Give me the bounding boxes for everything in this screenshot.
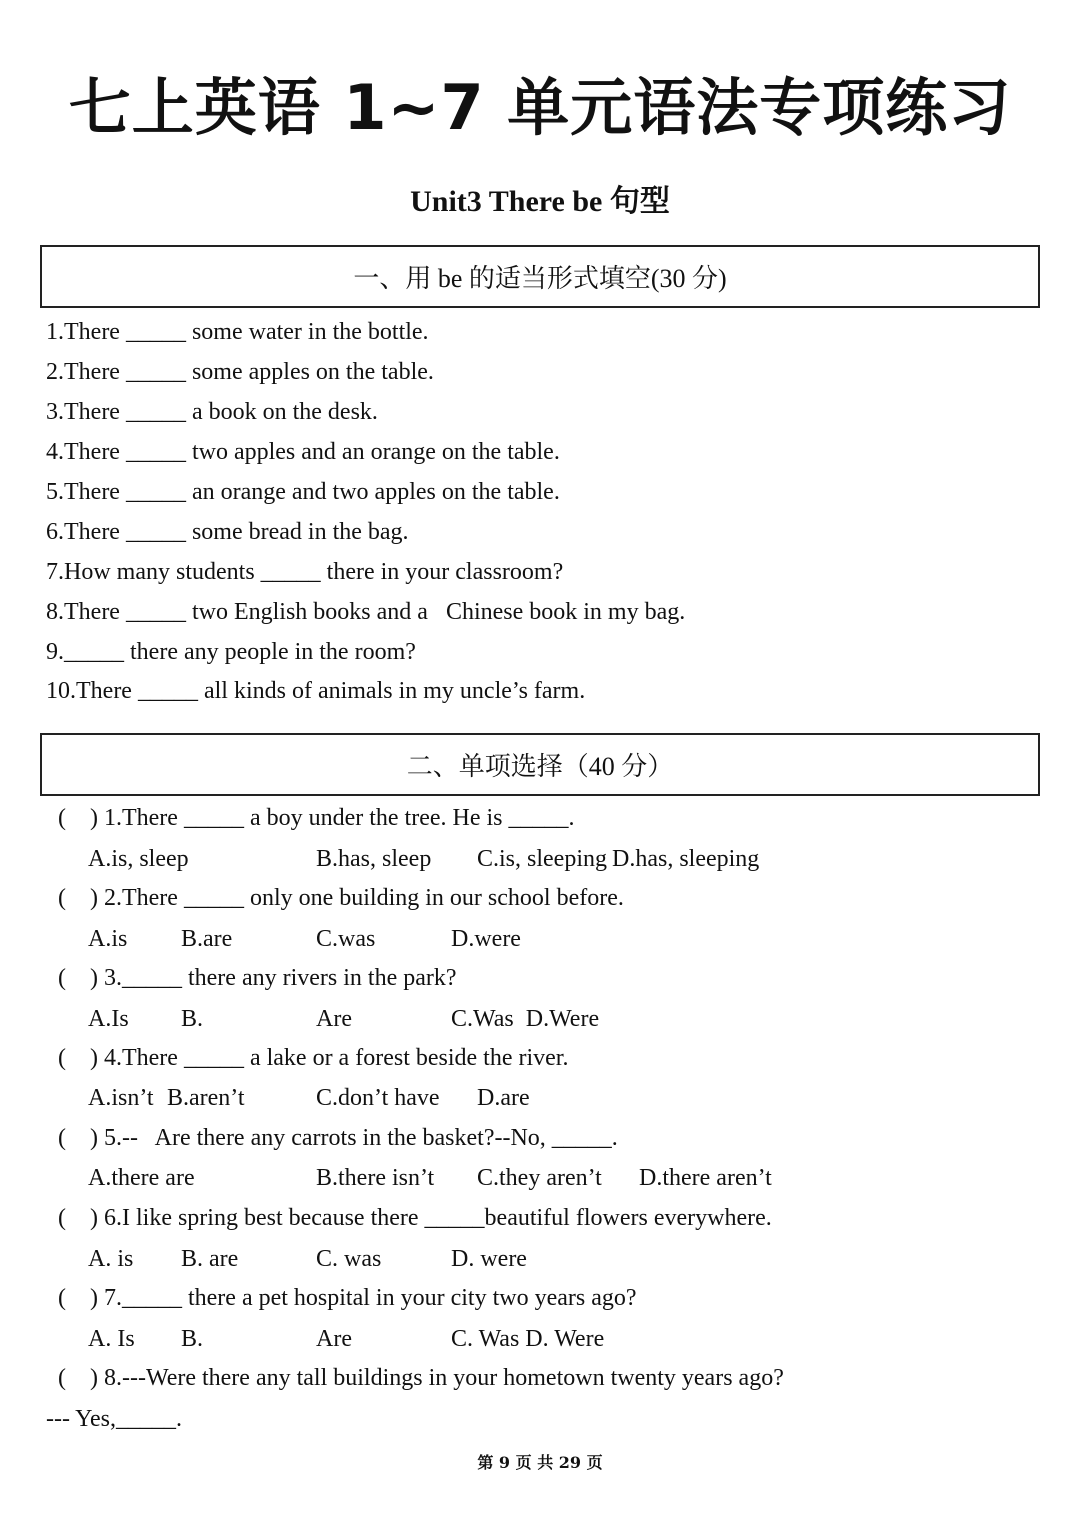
section1-heading-box — [40, 245, 1040, 308]
choice-question-8: ( ) 8.---Were there any tall buildings in your hometown twenty years ago? — [58, 1365, 784, 1391]
choice-4-option-3: C.don’t have — [316, 1085, 440, 1111]
choice-3-option-4: C.Was D.Were — [451, 1006, 600, 1032]
choice-3-option-3: Are — [316, 1006, 352, 1032]
choice-3-option-1: A.Is — [88, 1006, 129, 1032]
page-title: 七上英语 1~7 单元语法专项练习 — [68, 71, 1012, 144]
fill-question-3: 3.There _____ a book on the desk. — [46, 399, 378, 425]
choice-2-option-4: D.were — [451, 926, 521, 952]
choice-6-option-2: B. are — [181, 1246, 239, 1272]
choice-2-option-1: A.is — [88, 926, 128, 952]
choice-question-4: ( ) 4.There _____ a lake or a forest beside the river. — [58, 1045, 569, 1071]
choice-1-option-4: D.has, sleeping — [612, 846, 760, 872]
choice-question-7: ( ) 7._____ there a pet hospital in your city two years ago? — [58, 1285, 637, 1311]
section1-heading: 一、用 be 的适当形式填空(30 分) — [353, 264, 727, 293]
choice-5-option-2: B.there isn’t — [316, 1165, 435, 1191]
choice-1-option-1: A.is, sleep — [88, 846, 189, 872]
choice-6-option-4: D. were — [451, 1246, 527, 1272]
fill-question-1: 1.There _____ some water in the bottle. — [46, 319, 429, 345]
choice-question-2: ( ) 2.There _____ only one building in our school before. — [58, 885, 624, 911]
fill-question-8: 8.There _____ two English books and a Chinese book in my bag. — [46, 599, 686, 625]
choice-8-answer-line: --- Yes,_____. — [46, 1406, 183, 1432]
choice-7-option-4: C. Was D. Were — [451, 1326, 605, 1352]
choice-2-option-2: B.are — [181, 926, 233, 952]
choice-6-option-3: C. was — [316, 1246, 382, 1272]
choice-question-6: ( ) 6.I like spring best because there _____beautiful flowers everywhere. — [58, 1205, 772, 1231]
choice-4-option-4: D.are — [477, 1085, 530, 1111]
choice-7-option-2: B. — [181, 1326, 204, 1352]
fill-question-5: 5.There _____ an orange and two apples on the table. — [46, 479, 560, 505]
section2-heading-box — [40, 733, 1040, 796]
choice-7-option-3: Are — [316, 1326, 352, 1352]
fill-question-2: 2.There _____ some apples on the table. — [46, 359, 434, 385]
choice-4-option-1: A.isn’t — [88, 1085, 154, 1111]
choice-5-option-1: A.there are — [88, 1165, 195, 1191]
choice-6-option-1: A. is — [88, 1246, 134, 1272]
choice-5-option-3: C.they aren’t — [477, 1165, 602, 1191]
choice-question-1: ( ) 1.There _____ a boy under the tree. He is _____. — [58, 805, 575, 831]
choice-1-option-3: C.is, sleeping — [477, 846, 607, 872]
fill-question-6: 6.There _____ some bread in the bag. — [46, 519, 409, 545]
choice-4-option-2: B.aren’t — [167, 1085, 245, 1111]
choice-3-option-2: B. — [181, 1006, 204, 1032]
fill-question-10: 10.There _____ all kinds of animals in my uncle’s farm. — [46, 678, 586, 704]
fill-question-7: 7.How many students _____ there in your classroom? — [46, 559, 564, 585]
page-footer: 第 9 页 共 29 页 — [477, 1453, 603, 1472]
fill-question-4: 4.There _____ two apples and an orange on the table. — [46, 439, 560, 465]
choice-5-option-4: D.there aren’t — [639, 1165, 772, 1191]
unit-subtitle: Unit3 There be 句型 — [410, 185, 670, 218]
choice-7-option-1: A. Is — [88, 1326, 135, 1352]
choice-question-5: ( ) 5.-- Are there any carrots in the basket?--No, _____. — [58, 1125, 618, 1151]
fill-question-9: 9._____ there any people in the room? — [46, 639, 416, 665]
section2-heading: 二、单项选择（40 分） — [406, 752, 674, 781]
choice-question-3: ( ) 3._____ there any rivers in the park? — [58, 965, 457, 991]
choice-2-option-3: C.was — [316, 926, 376, 952]
choice-1-option-2: B.has, sleep — [316, 846, 432, 872]
